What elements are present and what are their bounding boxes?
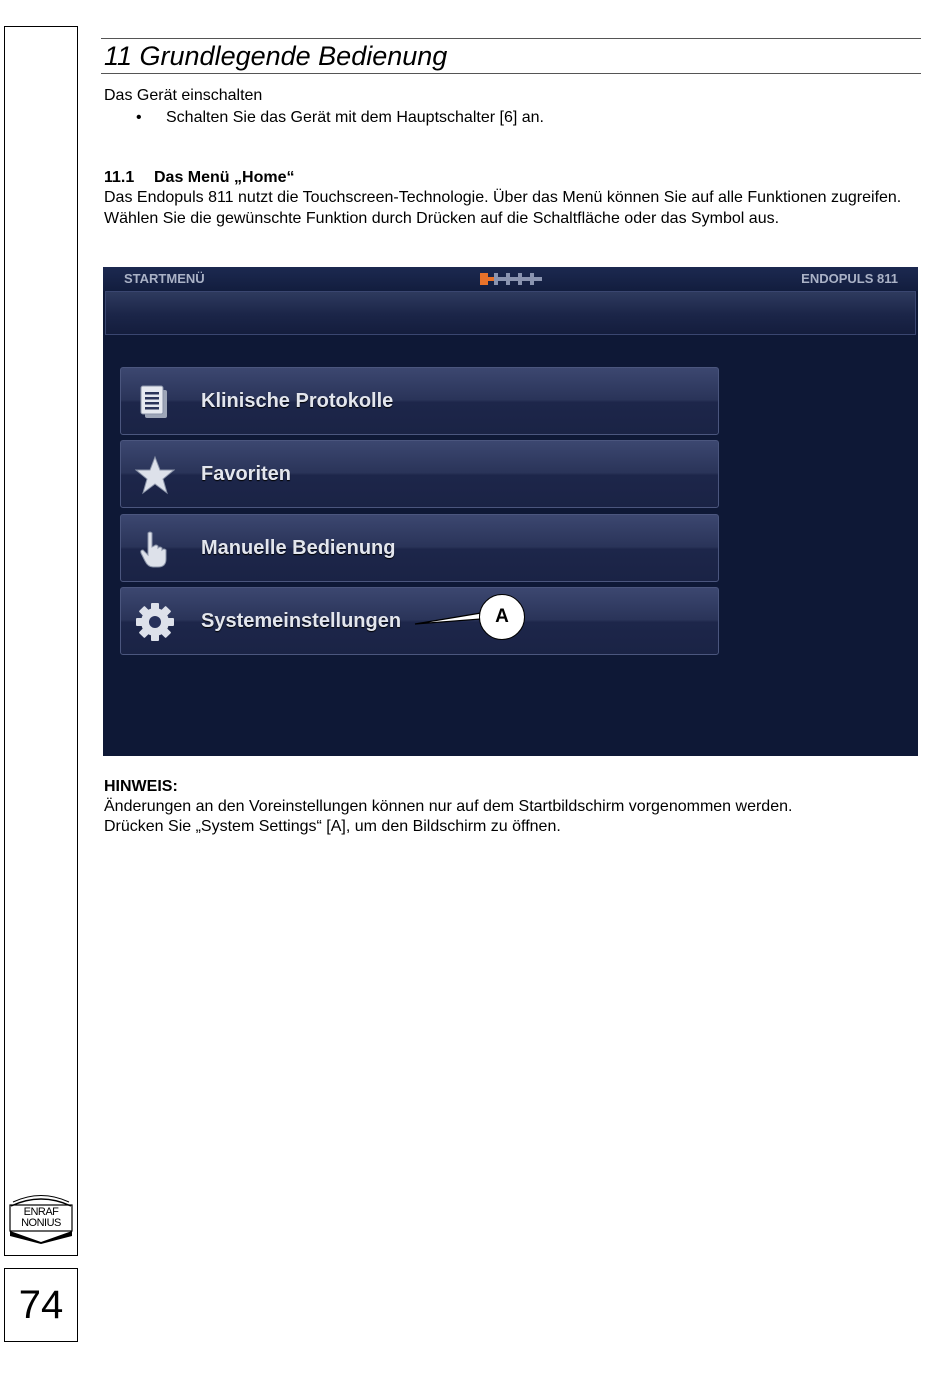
callout-a: A <box>479 594 525 640</box>
intro-line: Das Gerät einschalten <box>104 87 263 104</box>
chapter-title: 11 Grundlegende Bedienung <box>101 38 921 74</box>
section-paragraph: Das Endopuls 811 nutzt die Touchscreen-Technologie. Über das Menü können Sie auf alle Funktionen zugreifen. Wählen Sie die gewünschte Funktion durch Drücken auf die Schaltfläche oder das Symbol aus. <box>104 189 902 227</box>
note-line-2: Drücken Sie „System Settings“ [A], um den Bildschirm zu öffnen. <box>104 818 561 835</box>
section-number: 11.1 <box>104 169 135 186</box>
note-heading: HINWEIS: <box>104 778 178 795</box>
bullet-dot: • <box>136 109 142 126</box>
callout-pointer <box>103 267 918 756</box>
section-heading <box>104 168 294 188</box>
logo-line-2: NONIUS <box>21 1217 61 1229</box>
bullet-item <box>136 108 544 128</box>
note-line-1: Änderungen an den Voreinstellungen können nur auf dem Startbildschirm vorgenommen werden. <box>104 798 793 815</box>
logo-line-1: ENRAF <box>23 1206 59 1218</box>
manual-operation-label: Manuelle Bedienung <box>201 537 396 559</box>
system-settings-label: Systemeinstellungen <box>201 610 402 632</box>
favorites-label: Favoriten <box>201 463 292 485</box>
device-header-left: STARTMENÜ <box>124 271 205 286</box>
device-screenshot <box>103 267 918 756</box>
enraf-nonius-logo <box>7 1194 75 1244</box>
bullet-text: Schalten Sie das Gerät mit dem Hauptschalter [6] an. <box>166 109 544 126</box>
clinical-protocols-label: Klinische Protokolle <box>201 390 394 412</box>
device-header-right: ENDOPULS 811 <box>801 271 898 286</box>
side-margin-frame <box>4 26 78 1256</box>
page-number: 74 <box>4 1268 78 1342</box>
section-title: Das Menü „Home“ <box>154 169 295 186</box>
